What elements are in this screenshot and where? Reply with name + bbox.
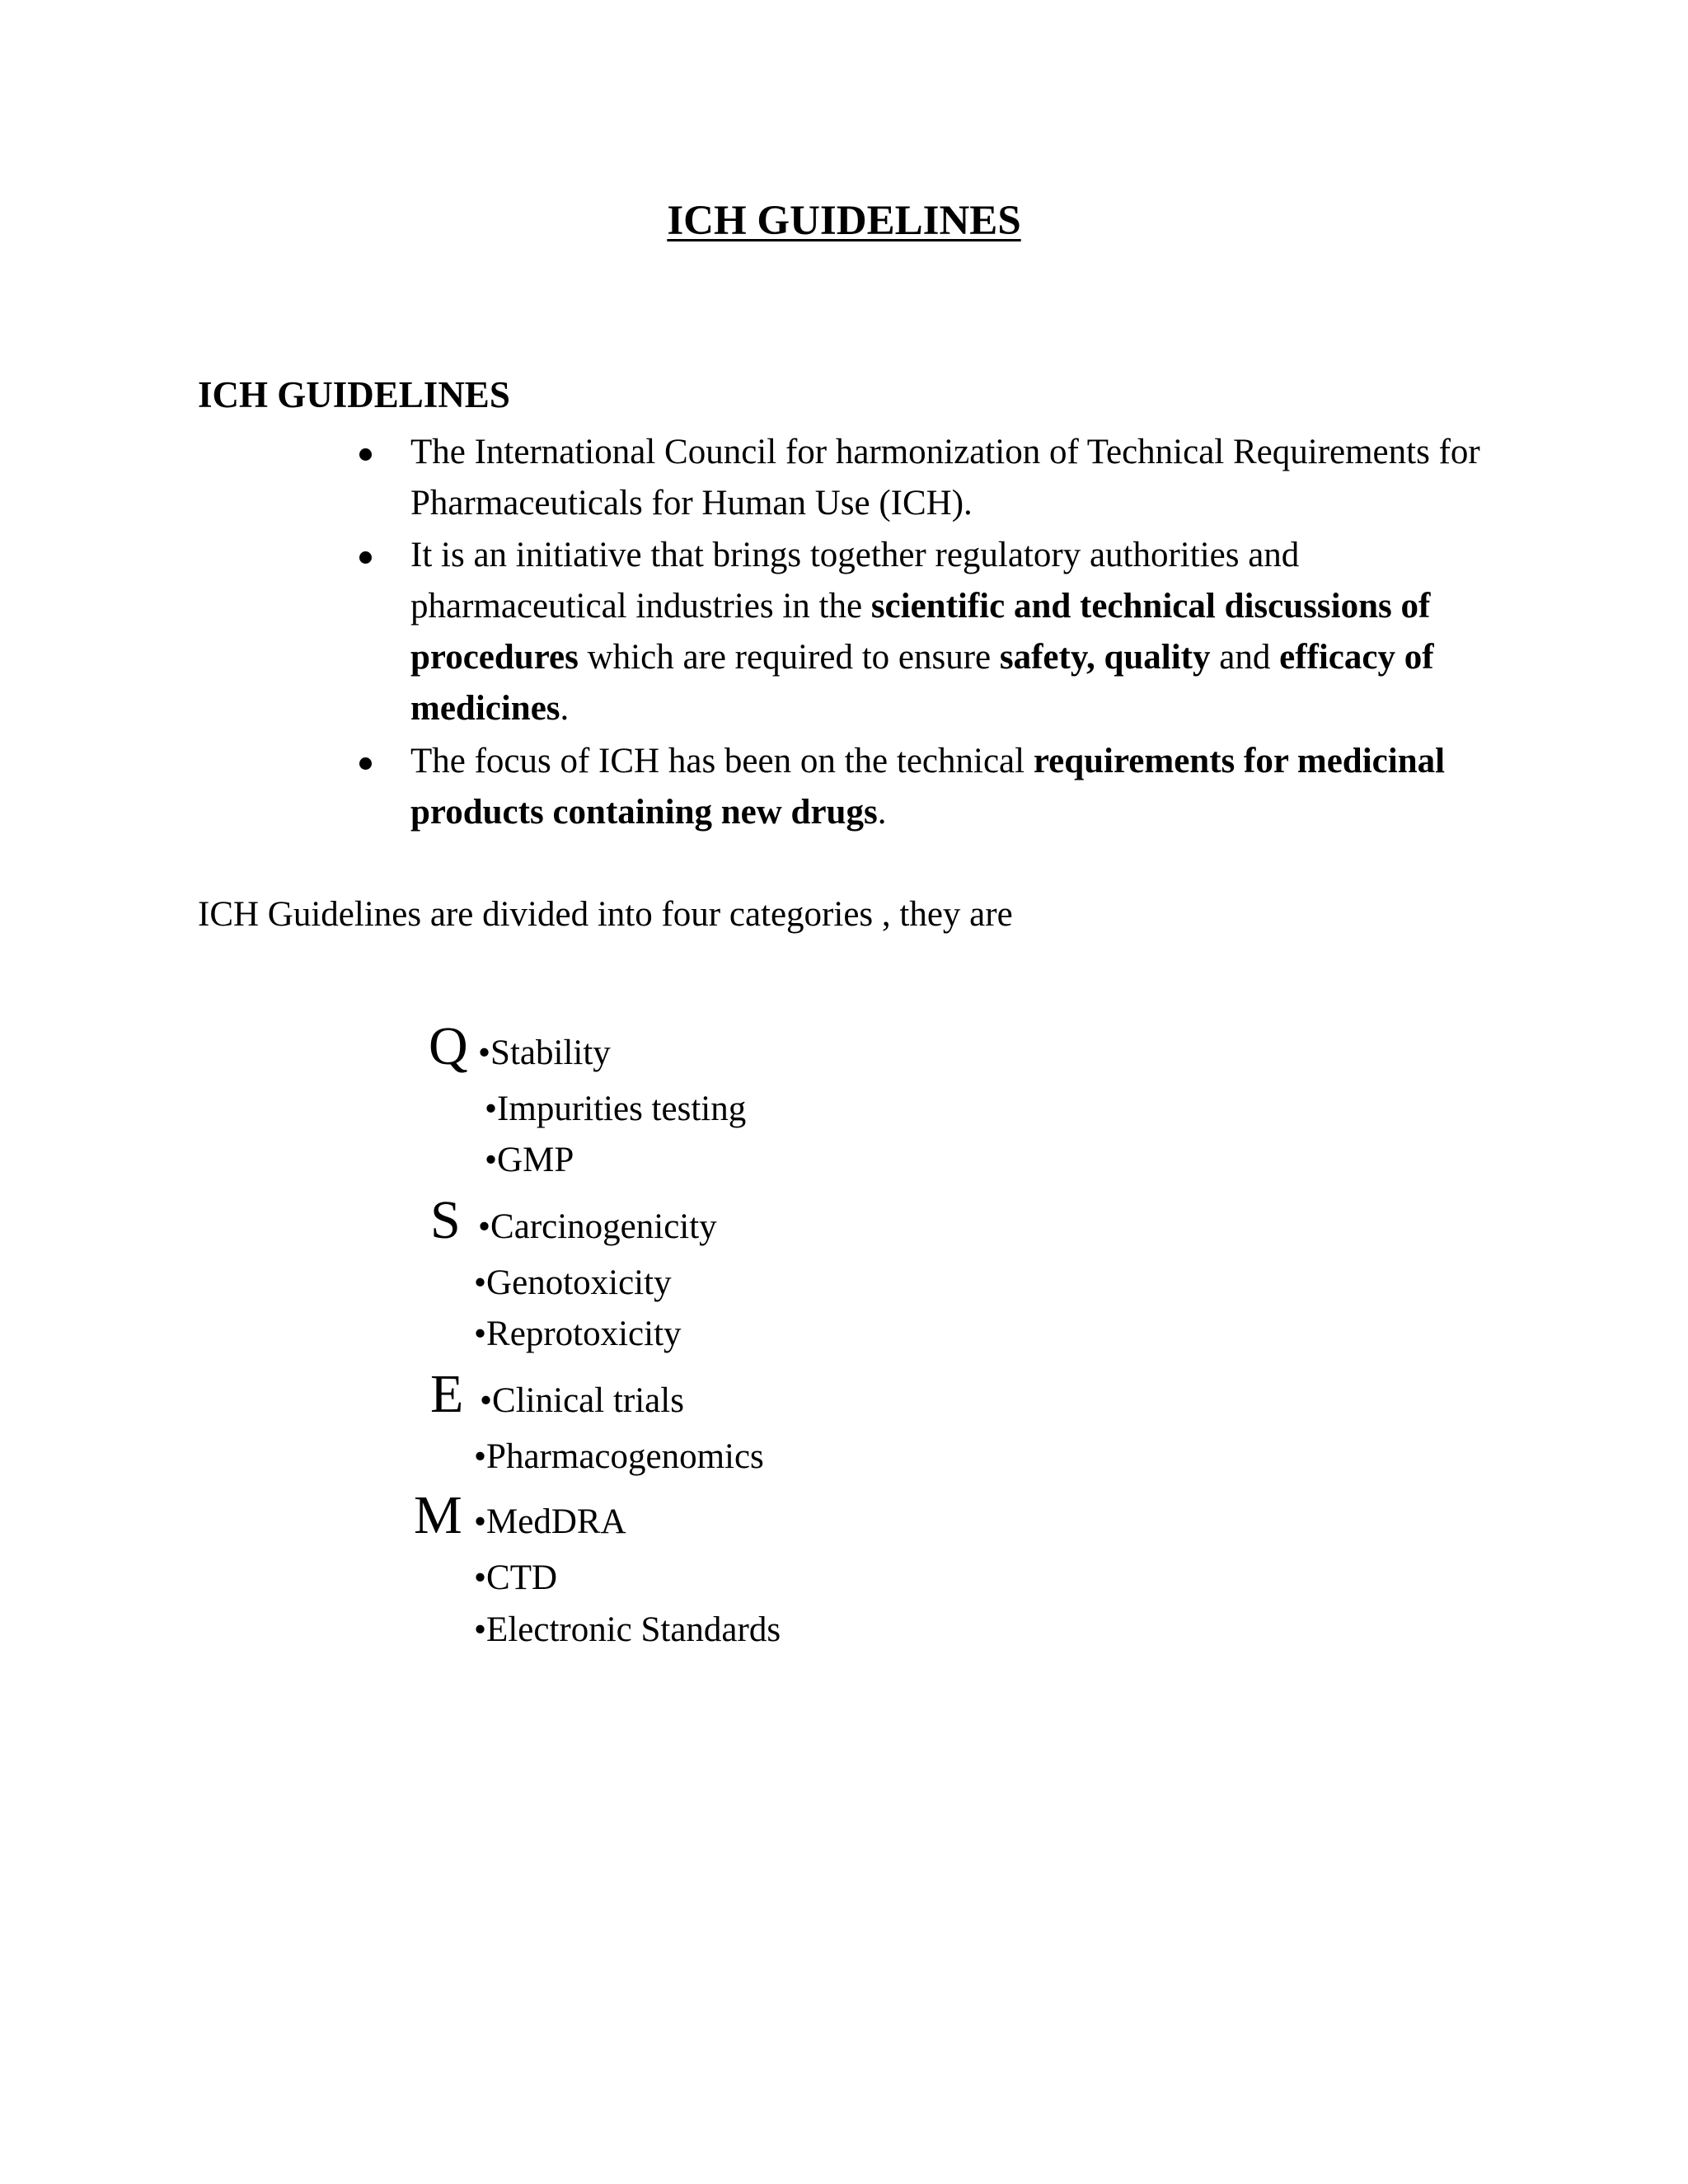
category-item: •Genotoxicity xyxy=(474,1263,672,1302)
category-letter-m: M xyxy=(414,1485,462,1545)
text-segment: It is an initiative that brings together regulatory authorities and pharmaceutical industries in the xyxy=(410,536,1300,626)
category-item: •Pharmacogenomics xyxy=(474,1437,764,1476)
category-item: •Electronic Standards xyxy=(474,1610,781,1649)
bullet-icon xyxy=(359,551,372,564)
categories-intro: ICH Guidelines are divided into four categories , they are xyxy=(198,895,1013,934)
category-item: •Carcinogenicity xyxy=(478,1207,717,1246)
bullet-icon xyxy=(359,448,372,461)
category-letter-s: S xyxy=(430,1190,461,1250)
category-letter-q: Q xyxy=(429,1016,468,1076)
text-segment: . xyxy=(560,689,570,728)
category-letter-e: E xyxy=(430,1364,464,1424)
text-segment: The focus of ICH has been on the technical xyxy=(410,742,1034,780)
category-item: •MedDRA xyxy=(474,1502,626,1541)
intro-bullet-text xyxy=(410,427,1498,529)
category-item: •Impurities testing xyxy=(485,1090,747,1128)
bold-text-segment: efficacy of medicines xyxy=(410,638,1434,728)
intro-bullet-text xyxy=(410,736,1498,838)
bold-text-segment: safety, quality xyxy=(999,638,1211,677)
text-segment: and xyxy=(1210,638,1280,677)
intro-bullet-text xyxy=(410,530,1498,734)
category-item: •GMP xyxy=(485,1141,574,1179)
text-segment: which are required to ensure xyxy=(578,638,1000,677)
page-title: ICH GUIDELINES xyxy=(667,198,1021,244)
category-item: •Reprotoxicity xyxy=(474,1315,682,1353)
text-segment: The International Council for harmonization of Technical Requirements for Pharmaceuticals for Human Use (ICH). xyxy=(410,433,1480,523)
bold-text-segment: requirements for medicinal products containing new drugs xyxy=(410,742,1446,832)
text-segment: . xyxy=(877,793,887,832)
section-heading: ICH GUIDELINES xyxy=(198,374,510,415)
bold-text-segment: scientific and technical discussions of procedures xyxy=(410,587,1431,677)
category-item: •Stability xyxy=(478,1033,611,1072)
bullet-icon xyxy=(359,757,372,770)
category-item: •Clinical trials xyxy=(480,1381,684,1420)
category-item: •CTD xyxy=(474,1558,558,1597)
